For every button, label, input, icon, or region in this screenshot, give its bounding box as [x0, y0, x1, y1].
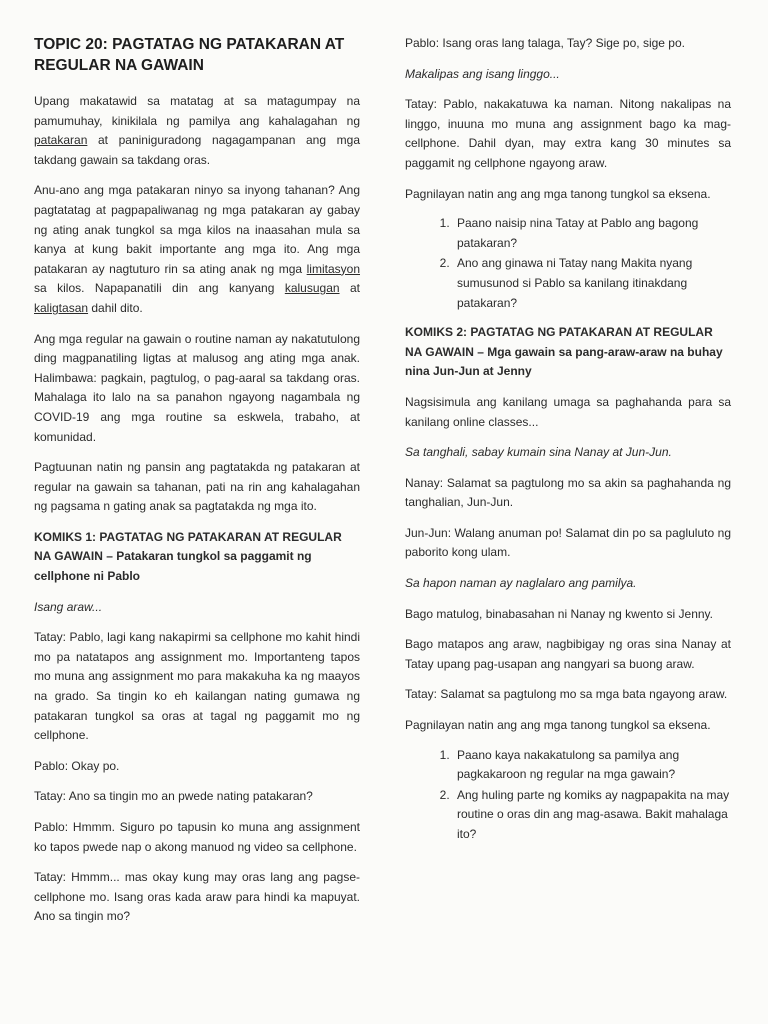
list-item: 2. Ang huling parte ng komiks ay nagpapakita na may routine o oras din ang mag-asawa. Bakit mahalaga ito? [453, 786, 731, 845]
list-item: 2. Ano ang ginawa ni Tatay nang Makita nyang sumusunod si Pablo sa kanilang itinakdang patakaran? [453, 254, 731, 313]
underlined-term-limitasyon: limitasyon [306, 261, 360, 276]
focus-paragraph: Pagtuunan natin ng pansin ang pagtatakda ng patakaran at regular na gawain sa tahanan, pati na rin ang kahalagahan ng pagsama n gating anak sa pagtatakda ng mga ito. [34, 460, 360, 514]
scene-caption: Isang araw... [34, 599, 103, 614]
question-list-1 [405, 214, 731, 313]
question-list-2 [405, 746, 731, 845]
dialogue-line: Tatay: Ano sa tingin mo an pwede nating patakaran? [34, 789, 313, 804]
reflection-prompt: Pagnilayan natin ang ang mga tanong tungkol sa eksena. [405, 718, 711, 733]
dialogue-line: Tatay: Salamat sa pagtulong mo sa mga bata ngayong araw. [405, 687, 728, 702]
dialogue-line: Pablo: Okay po. [34, 758, 120, 773]
scene-caption: Sa tanghali, sabay kumain sina Nanay at Jun-Jun. [405, 445, 672, 460]
narration-line: Bago matulog, binabasahan ni Nanay ng kwento si Jenny. [405, 606, 713, 621]
narration-line: Nagsisimula ang kanilang umaga sa paghahanda para sa kanilang online classes... [405, 394, 731, 429]
page-title: TOPIC 20: PAGTATAG NG PATAKARAN AT REGULAR NA GAWAIN [34, 36, 345, 74]
right-column [405, 34, 731, 855]
rules-paragraph: Anu-ano ang mga patakaran ninyo sa inyong tahanan? Ang pagtatatag at pagpapaliwanag ng mga patakaran ay gabay ng ating anak tungkol sa mga kilos na inaasahan mula sa kanya at kung bakit importante ang mga ito. Ang mga patakaran ay nagtuturo rin sa ating anak ng mga limitasyon sa kilos. Napapanatili din ang kanyang kalusugan at kaligtasan dahil dito. [34, 183, 361, 315]
scene-caption: Makalipas ang isang linggo... [405, 66, 560, 81]
narration-line: Bago matapos ang araw, nagbibigay ng oras sina Nanay at Tatay upang pag-usapan ang nangyari sa buong araw. [405, 637, 731, 671]
scene-caption: Sa hapon naman ay naglalaro ang pamilya. [405, 576, 637, 591]
reflection-prompt: Pagnilayan natin ang ang mga tanong tungkol sa eksena. [405, 186, 711, 201]
dialogue-line: Tatay: Pablo, nakakatuwa ka naman. Nitong nakalipas na linggo, inuuna mo muna ang assignment bago ka mag-cellphone. Dahil dyan, may extra kang 30 minutes sa paggamit ng cellphone ngayong araw. [405, 97, 731, 170]
dialogue-line: Pablo: Hmmm. Siguro po tapusin ko muna ang assignment ko tapos pwede nap o akong manuod ng video sa cellphone. [34, 820, 360, 854]
dialogue-line: Tatay: Hmmm... mas okay kung may oras lang ang pagse-cellphone mo. Isang oras kada araw para hindi ka mapuyat. Ano sa tingin mo? [34, 870, 360, 924]
intro-paragraph: Upang makatawid sa matatag at sa matagumpay na pamumuhay, kinikilala ng pamilya ang kahalagahan ng patakaran at paniniguradong nagagampanan ang mga takdang gawain sa takdang oras. [34, 94, 360, 167]
dialogue-line: Pablo: Isang oras lang talaga, Tay? Sige po, sige po. [405, 36, 685, 50]
routine-paragraph: Ang mga regular na gawain o routine naman ay nakatutulong ding magpanatiling ligtas at malusog ang ating mga anak. Halimbawa: pagkain, pagtulog, o pag-aaral sa takdang oras. Mahalaga ito lalo na sa panahon ngayong nagambala ng COVID-19 ang mga routine sa eskwela, trabaho, at komunidad. [34, 331, 360, 444]
dialogue-line: Tatay: Pablo, lagi kang nakapirmi sa cellphone mo kahit hindi mo pa natatapos ang assignment mo. Importanteng tapos mo muna ang assignment mo para makakuha ka ng maayos na grado. Sa tingin ko eh kailangan nating gumawa ng patakaran tungkol sa oras at tagal ng paggamit mo ng cellphone. [34, 630, 360, 743]
underlined-term-kalusugan: kalusugan [284, 281, 340, 296]
komiks1-heading: KOMIKS 1: PAGTATAG NG PATAKARAN AT REGULAR NA GAWAIN – Patakaran tungkol sa paggamit ng cellphone ni Pablo [34, 529, 342, 584]
list-item: 1. Paano kaya nakakatulong sa pamilya ang pagkakaroon ng regular na mga gawain? [453, 746, 731, 785]
underlined-term-patakaran: patakaran [34, 133, 88, 148]
underlined-term-kaligtasan: kaligtasan [34, 300, 89, 315]
komiks2-heading: KOMIKS 2: PAGTATAG NG PATAKARAN AT REGULAR NA GAWAIN – Mga gawain sa pang-araw-araw na buhay nina Jun-Jun at Jenny [405, 325, 723, 379]
dialogue-line: Nanay: Salamat sa pagtulong mo sa akin sa paghahanda ng tanghalian, Jun-Jun. [405, 475, 731, 510]
list-item: 1. Paano naisip nina Tatay at Pablo ang bagong patakaran? [453, 214, 731, 253]
left-column [34, 34, 360, 938]
dialogue-line: Jun-Jun: Walang anuman po! Salamat din po sa pagluluto ng paborito kong ulam. [405, 525, 731, 560]
